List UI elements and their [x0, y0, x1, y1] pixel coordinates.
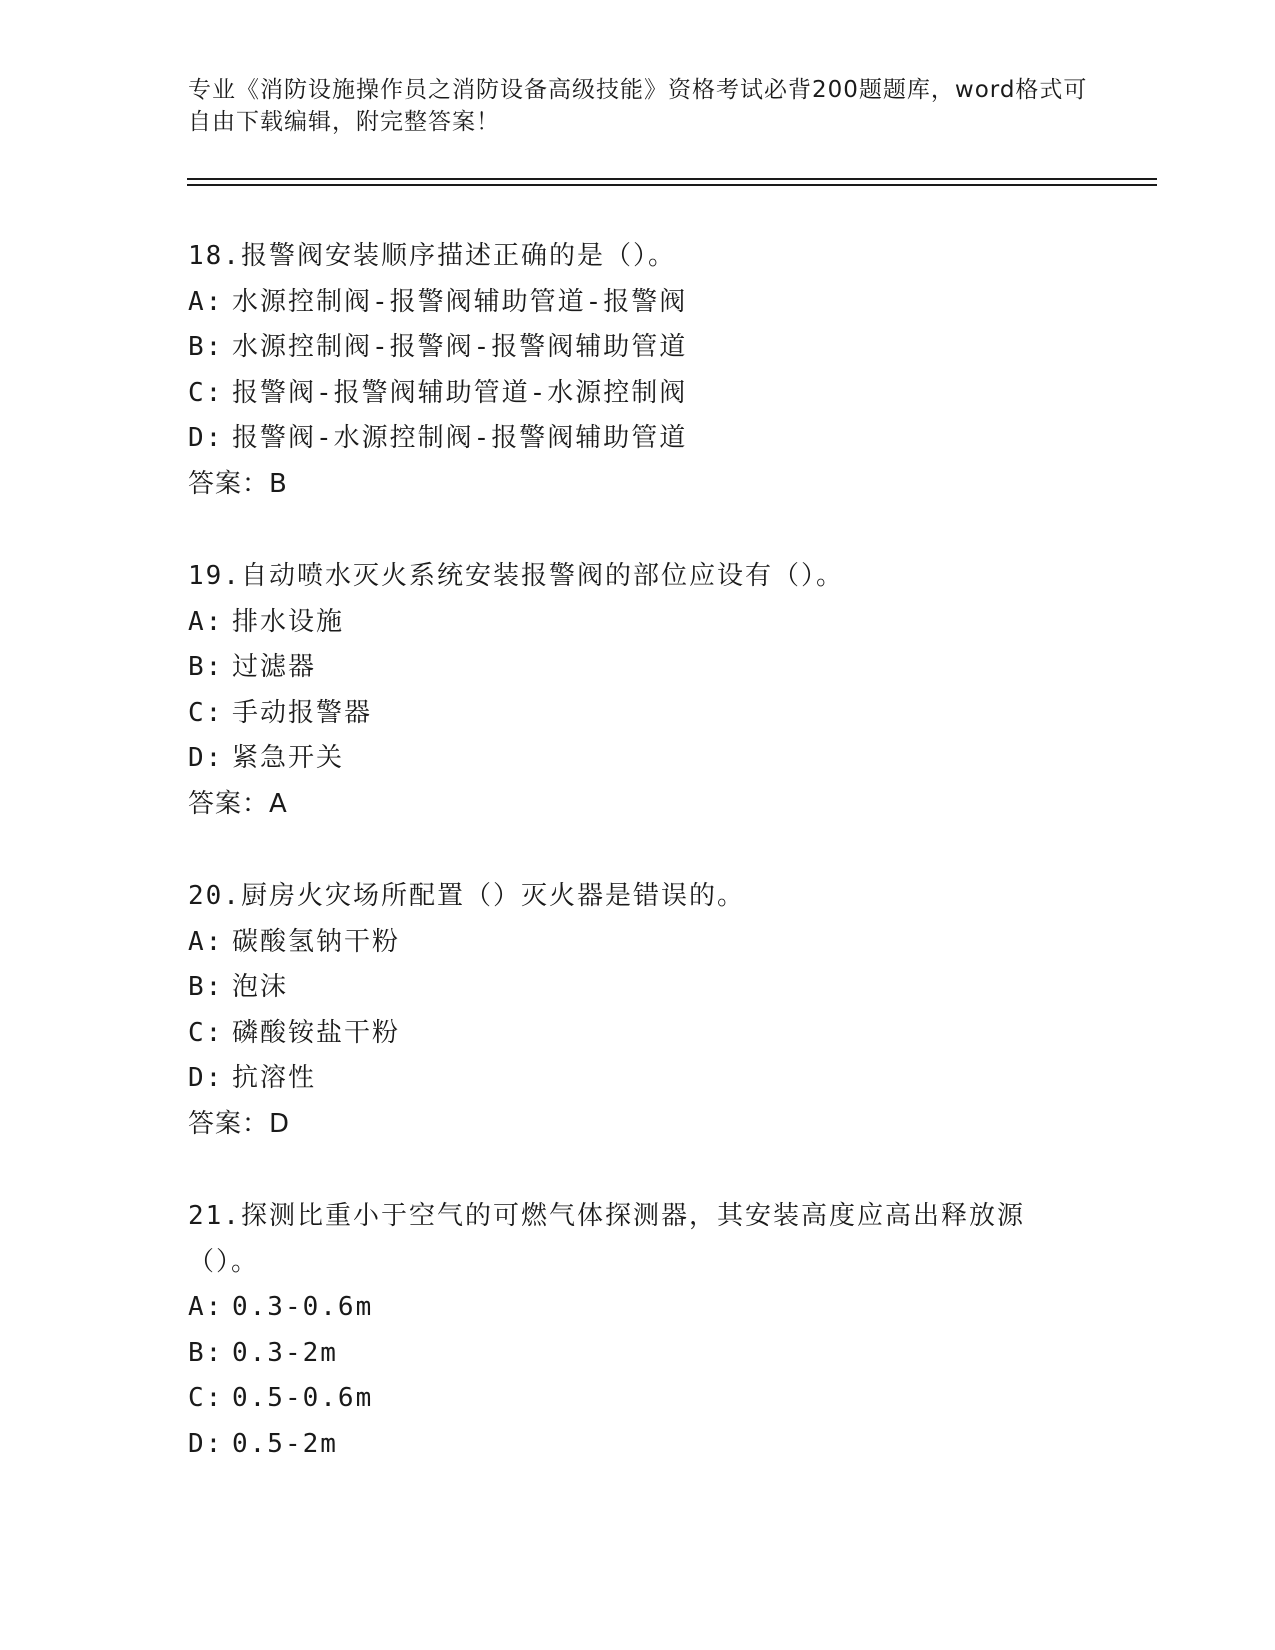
- document-header: 专业《消防设施操作员之消防设备高级技能》资格考试必背200题题库，word格式可自由下载编辑，附完整答案！: [188, 77, 1088, 135]
- option-label: A:: [188, 1292, 224, 1322]
- option-text: 报警阀-报警阀辅助管道-水源控制阀: [232, 377, 688, 408]
- option-text: 0.5-0.6m: [232, 1383, 374, 1413]
- option-d: [188, 736, 1088, 782]
- option-c: [188, 691, 1088, 737]
- option-text: 手动报警器: [232, 697, 373, 728]
- question-18: [188, 234, 1088, 507]
- option-a: [188, 1285, 1088, 1331]
- option-text: 0.3-2m: [232, 1337, 338, 1368]
- option-text: 紧急开关: [232, 743, 345, 773]
- option-label: B:: [188, 652, 224, 682]
- answer: 答案：B: [188, 468, 288, 499]
- header-divider-top: [187, 178, 1157, 180]
- header-divider-bottom: [187, 184, 1157, 186]
- question-stem: 18.报警阀安装顺序描述正确的是（）。: [188, 241, 676, 271]
- option-a: [188, 600, 1088, 646]
- option-text: 水源控制阀-报警阀-报警阀辅助管道: [232, 332, 688, 362]
- option-label: D:: [188, 743, 224, 773]
- option-text: 过滤器: [232, 652, 317, 682]
- option-label: A:: [188, 926, 224, 957]
- option-label: C:: [188, 1017, 224, 1048]
- option-d: [188, 1422, 1088, 1468]
- option-label: D:: [188, 423, 224, 453]
- option-text: 磷酸铵盐干粉: [232, 1017, 401, 1048]
- option-c: [188, 1011, 1088, 1057]
- option-a: [188, 920, 1088, 966]
- option-label: C:: [188, 377, 224, 408]
- option-text: 报警阀-水源控制阀-报警阀辅助管道: [232, 423, 688, 453]
- option-d: [188, 1056, 1088, 1102]
- question-stem: 20.厨房火灾场所配置（）灭火器是错误的。: [188, 881, 745, 911]
- option-d: [188, 416, 1088, 462]
- option-b: [188, 645, 1088, 691]
- option-label: A:: [188, 606, 224, 637]
- question-21: [188, 1194, 1088, 1467]
- option-label: A:: [188, 286, 224, 317]
- option-b: [188, 325, 1088, 371]
- option-text: 水源控制阀-报警阀辅助管道-报警阀: [232, 286, 688, 317]
- option-label: B:: [188, 1337, 224, 1368]
- option-label: D:: [188, 1428, 224, 1459]
- question-stem: 21.探测比重小于空气的可燃气体探测器，其安装高度应高出释放源（）。: [188, 1201, 1025, 1277]
- option-text: 0.5-2m: [232, 1428, 338, 1459]
- answer: 答案：A: [188, 788, 288, 819]
- option-c: [188, 371, 1088, 417]
- option-c: [188, 1376, 1088, 1422]
- question-stem: 19.自动喷水灭火系统安装报警阀的部位应设有（）。: [188, 561, 844, 591]
- option-b: [188, 965, 1088, 1011]
- option-label: C:: [188, 1383, 224, 1413]
- option-b: [188, 1331, 1088, 1377]
- option-label: D:: [188, 1063, 224, 1093]
- option-a: [188, 280, 1088, 326]
- option-text: 碳酸氢钠干粉: [232, 926, 401, 957]
- option-text: 抗溶性: [232, 1063, 317, 1093]
- option-text: 泡沫: [232, 972, 289, 1002]
- option-label: B:: [188, 972, 224, 1002]
- question-19: [188, 554, 1088, 827]
- option-text: 排水设施: [232, 606, 345, 637]
- option-label: C:: [188, 697, 224, 728]
- option-text: 0.3-0.6m: [232, 1292, 374, 1322]
- question-20: [188, 874, 1088, 1147]
- option-label: B:: [188, 332, 224, 362]
- answer: 答案：D: [188, 1108, 291, 1139]
